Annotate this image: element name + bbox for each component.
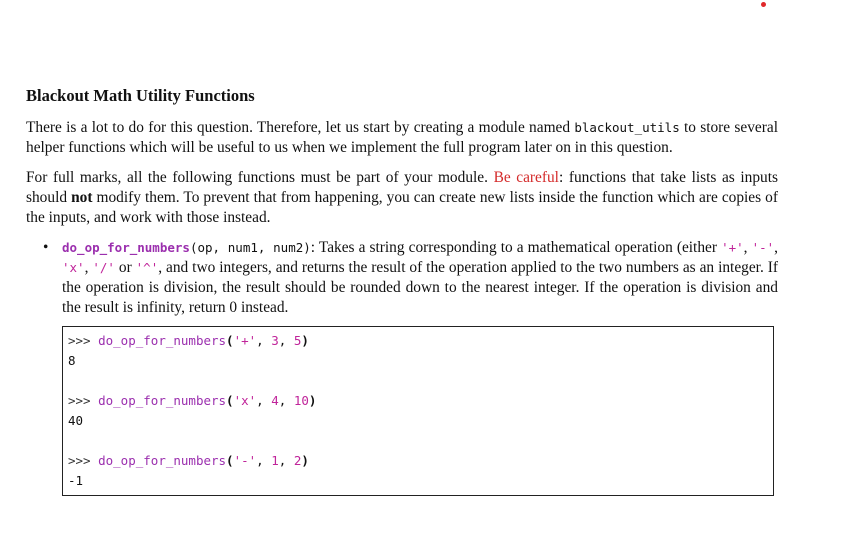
intro-text-end: to store several helper functions which will be useful to us when we implement the full program later on in this question. [26,119,778,156]
op-plus: '+' [721,240,744,255]
function-signature: (op, num1, num2) [189,240,311,255]
call-op: '+' [233,333,257,348]
spacer [68,371,767,391]
call-arg: 10 [293,393,309,408]
warning-paragraph [26,168,778,228]
op-times: 'x' [62,260,85,275]
prompt: >>> [68,453,99,468]
example-call-line: >>> do_op_for_numbers('+', 3, 5) [68,333,309,348]
sep: , [774,239,778,256]
question-content [26,86,778,496]
bullet-icon: • [43,239,49,256]
function-desc-start: : Takes a string corresponding to a mathematical operation (either [310,239,722,256]
sep: , [743,239,752,256]
red-dot-marker [761,2,766,7]
function-list [26,238,778,318]
warning-text-end: modify them. To prevent that from happening, you can create new lists inside the function which are copies of the inputs, and work with those instead. [26,189,778,226]
module-name: blackout_utils [574,120,680,135]
example-call-line: >>> do_op_for_numbers('x', 4, 10) [68,393,317,408]
call-op: 'x' [233,393,257,408]
intro-paragraph [26,118,778,158]
not-emphasis: not [71,189,93,206]
op-minus: '-' [751,240,775,255]
example-output-line: 8 [68,353,76,368]
call-arg: 3 [271,333,279,348]
example-call-line: >>> do_op_for_numbers('-', 1, 2) [68,453,309,468]
sep-or: or [114,259,136,276]
intro-text: There is a lot to do for this question. Therefore, let us start by creating a module named [26,119,575,136]
call-arg: 5 [293,333,302,348]
code-example-box [62,326,774,496]
call-fn: do_op_for_numbers [98,393,227,408]
sep: , [84,259,93,276]
function-desc-end: , and two integers, and returns the result of the operation applied to the two numbers as an integer. If the operation is division, the result should be rounded down to the nearest integer. If the operation is division and the result is infinity, return 0 instead. [62,259,778,316]
be-careful-highlight: Be careful [493,169,559,186]
prompt: >>> [68,333,99,348]
warning-text-mid: : functions that take lists as inputs should [26,169,778,206]
call-op: '-' [233,453,257,468]
op-power: '^' [135,260,159,275]
op-divide: '/' [92,260,115,275]
call-arg: 2 [293,453,302,468]
list-item-do-op-for-numbers [26,238,778,318]
call-fn: do_op_for_numbers [98,453,227,468]
warning-text: For full marks, all the following functions must be part of your module. [26,169,494,186]
example-output-line: 40 [68,413,84,428]
function-name: do_op_for_numbers [62,240,190,255]
call-fn: do_op_for_numbers [98,333,227,348]
prompt: >>> [68,393,99,408]
call-arg: 1 [271,453,279,468]
spacer [68,431,767,451]
section-title: Blackout Math Utility Functions [26,86,255,105]
call-arg: 4 [271,393,279,408]
example-output-line: -1 [68,473,84,488]
